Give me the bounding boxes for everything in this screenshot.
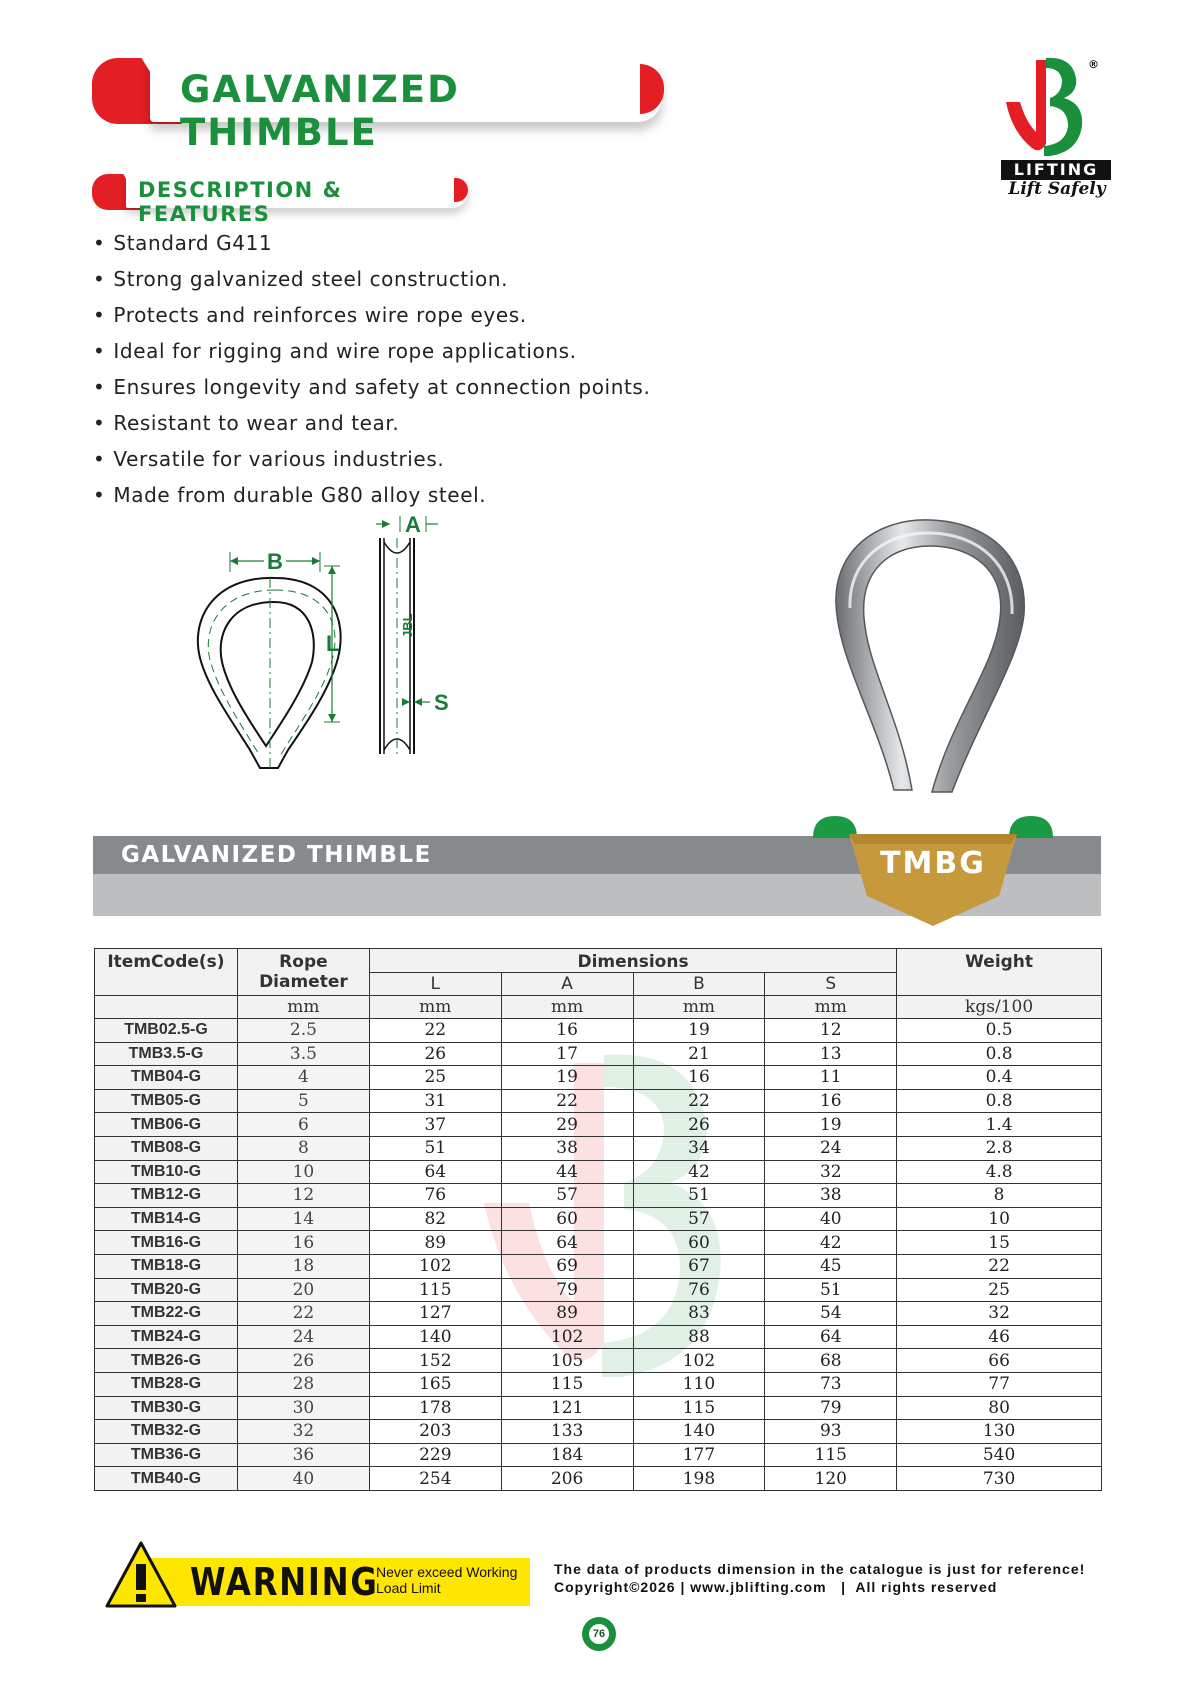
cell-weight: 80	[897, 1396, 1102, 1420]
cell-a: 57	[501, 1184, 633, 1208]
cell-b: 34	[633, 1136, 765, 1160]
page-number: 76	[587, 1622, 611, 1646]
cell-s: 79	[765, 1396, 897, 1420]
copyright-text: Copyright©2026 | www.jblifting.com | All rights reserved	[554, 1579, 998, 1595]
cell-weight: 4.8	[897, 1160, 1102, 1184]
cell-rope-diameter: 8	[237, 1136, 369, 1160]
header-s: S	[765, 973, 897, 996]
feature-item: • Versatile for various industries.	[93, 444, 650, 480]
cell-a: 184	[501, 1443, 633, 1467]
svg-text:®: ®	[1088, 58, 1099, 71]
table-row	[95, 1349, 1102, 1373]
warning-triangle-icon	[104, 1540, 178, 1612]
table-row	[95, 1443, 1102, 1467]
header-a: A	[501, 973, 633, 996]
brand-name: LIFTING	[1001, 160, 1111, 180]
cell-l: 254	[369, 1467, 501, 1491]
warning-note: Never exceed Working Load Limit	[376, 1564, 518, 1596]
cell-b: 60	[633, 1231, 765, 1255]
cell-a: 17	[501, 1042, 633, 1066]
feature-item: • Ensures longevity and safety at connection points.	[93, 372, 650, 408]
cell-weight: 22	[897, 1254, 1102, 1278]
cell-s: 24	[765, 1136, 897, 1160]
cell-s: 16	[765, 1089, 897, 1113]
table-row	[95, 1325, 1102, 1349]
header-dimensions: Dimensions	[369, 949, 896, 973]
cell-s: 32	[765, 1160, 897, 1184]
cell-b: 198	[633, 1467, 765, 1491]
product-band	[93, 836, 1101, 916]
cell-item-code: TMB40-G	[95, 1467, 238, 1491]
cell-item-code: TMB05-G	[95, 1089, 238, 1113]
product-code-badge	[813, 816, 1053, 932]
header-b: B	[633, 973, 765, 996]
cell-rope-diameter: 32	[237, 1420, 369, 1444]
table-row	[95, 1396, 1102, 1420]
cell-b: 19	[633, 1019, 765, 1043]
cell-rope-diameter: 12	[237, 1184, 369, 1208]
cell-l: 152	[369, 1349, 501, 1373]
table-row	[95, 1113, 1102, 1137]
cell-s: 19	[765, 1113, 897, 1137]
cell-item-code: TMB14-G	[95, 1207, 238, 1231]
cell-b: 102	[633, 1349, 765, 1373]
cell-b: 115	[633, 1396, 765, 1420]
cell-s: 51	[765, 1278, 897, 1302]
page-title: GALVANIZED THIMBLE	[180, 68, 460, 154]
cell-rope-diameter: 30	[237, 1396, 369, 1420]
cell-item-code: TMB08-G	[95, 1136, 238, 1160]
brand-logo	[1000, 52, 1112, 200]
cell-weight: 10	[897, 1207, 1102, 1231]
table-row	[95, 1207, 1102, 1231]
dimension-b-label: B	[267, 549, 283, 574]
cell-l: 229	[369, 1443, 501, 1467]
cell-s: 93	[765, 1420, 897, 1444]
header-l: L	[369, 973, 501, 996]
cell-rope-diameter: 6	[237, 1113, 369, 1137]
cell-s: 38	[765, 1184, 897, 1208]
header-item-code: ItemCode(s)	[95, 949, 238, 996]
cell-rope-diameter: 26	[237, 1349, 369, 1373]
cell-item-code: TMB06-G	[95, 1113, 238, 1137]
cell-b: 22	[633, 1089, 765, 1113]
table-row	[95, 1019, 1102, 1043]
header-unit-weight: kgs/100	[897, 996, 1102, 1019]
cell-a: 79	[501, 1278, 633, 1302]
cell-rope-diameter: 3.5	[237, 1042, 369, 1066]
table-row	[95, 1066, 1102, 1090]
cell-a: 29	[501, 1113, 633, 1137]
table-row	[95, 1467, 1102, 1491]
cell-s: 13	[765, 1042, 897, 1066]
cell-rope-diameter: 24	[237, 1325, 369, 1349]
cell-s: 11	[765, 1066, 897, 1090]
cell-b: 88	[633, 1325, 765, 1349]
cell-b: 42	[633, 1160, 765, 1184]
section-title: DESCRIPTION & FEATURES	[138, 178, 343, 226]
cell-b: 140	[633, 1420, 765, 1444]
cell-item-code: TMB20-G	[95, 1278, 238, 1302]
cell-s: 42	[765, 1231, 897, 1255]
cell-rope-diameter: 22	[237, 1302, 369, 1326]
cell-weight: 2.8	[897, 1136, 1102, 1160]
cell-rope-diameter: 28	[237, 1372, 369, 1396]
cell-rope-diameter: 4	[237, 1066, 369, 1090]
cell-rope-diameter: 5	[237, 1089, 369, 1113]
header-unit-l: mm	[369, 996, 501, 1019]
cell-item-code: TMB24-G	[95, 1325, 238, 1349]
cell-a: 60	[501, 1207, 633, 1231]
header-unit-blank	[95, 996, 238, 1019]
title-banner	[92, 56, 664, 154]
cell-s: 64	[765, 1325, 897, 1349]
cell-weight: 66	[897, 1349, 1102, 1373]
cell-rope-diameter: 40	[237, 1467, 369, 1491]
cell-weight: 540	[897, 1443, 1102, 1467]
cell-weight: 15	[897, 1231, 1102, 1255]
cell-l: 64	[369, 1160, 501, 1184]
cell-l: 82	[369, 1207, 501, 1231]
cell-item-code: TMB36-G	[95, 1443, 238, 1467]
table-row	[95, 1254, 1102, 1278]
cell-s: 12	[765, 1019, 897, 1043]
feature-item: • Protects and reinforces wire rope eyes.	[93, 300, 650, 336]
cell-l: 115	[369, 1278, 501, 1302]
cell-a: 133	[501, 1420, 633, 1444]
dimension-a-label: A	[405, 512, 421, 537]
header-unit-a: mm	[501, 996, 633, 1019]
cell-a: 64	[501, 1231, 633, 1255]
table-row	[95, 1136, 1102, 1160]
cell-weight: 130	[897, 1420, 1102, 1444]
feature-item: • Standard G411	[93, 228, 650, 264]
cell-l: 31	[369, 1089, 501, 1113]
header-unit-s: mm	[765, 996, 897, 1019]
cell-a: 69	[501, 1254, 633, 1278]
warning-word: WARNING	[190, 1560, 379, 1604]
cell-b: 57	[633, 1207, 765, 1231]
product-code: TMBG	[880, 846, 986, 881]
features-list	[93, 228, 650, 516]
table-row	[95, 1160, 1102, 1184]
cell-b: 16	[633, 1066, 765, 1090]
cell-item-code: TMB28-G	[95, 1372, 238, 1396]
feature-item: • Resistant to wear and tear.	[93, 408, 650, 444]
cell-a: 206	[501, 1467, 633, 1491]
cell-item-code: TMB3.5-G	[95, 1042, 238, 1066]
cell-item-code: TMB22-G	[95, 1302, 238, 1326]
cell-s: 68	[765, 1349, 897, 1373]
cell-s: 73	[765, 1372, 897, 1396]
cell-rope-diameter: 18	[237, 1254, 369, 1278]
page-number-badge	[582, 1617, 616, 1651]
table-row	[95, 1089, 1102, 1113]
cell-l: 51	[369, 1136, 501, 1160]
cell-l: 37	[369, 1113, 501, 1137]
cell-item-code: TMB04-G	[95, 1066, 238, 1090]
cell-rope-diameter: 36	[237, 1443, 369, 1467]
cell-item-code: TMB10-G	[95, 1160, 238, 1184]
thimble-diagram	[180, 512, 500, 818]
cell-l: 25	[369, 1066, 501, 1090]
header-unit-rope: mm	[237, 996, 369, 1019]
cell-s: 120	[765, 1467, 897, 1491]
cell-rope-diameter: 14	[237, 1207, 369, 1231]
table-row	[95, 1420, 1102, 1444]
cell-l: 178	[369, 1396, 501, 1420]
cell-weight: 8	[897, 1184, 1102, 1208]
cell-weight: 730	[897, 1467, 1102, 1491]
cell-weight: 32	[897, 1302, 1102, 1326]
dimension-s-label: S	[434, 690, 449, 715]
cell-weight: 77	[897, 1372, 1102, 1396]
spec-table	[94, 948, 1102, 1491]
cell-l: 76	[369, 1184, 501, 1208]
cell-a: 89	[501, 1302, 633, 1326]
cell-b: 26	[633, 1113, 765, 1137]
table-row	[95, 1042, 1102, 1066]
feature-item: • Ideal for rigging and wire rope applications.	[93, 336, 650, 372]
cell-rope-diameter: 16	[237, 1231, 369, 1255]
spec-table-container	[94, 948, 1102, 1491]
cell-s: 54	[765, 1302, 897, 1326]
cell-b: 51	[633, 1184, 765, 1208]
cell-weight: 0.8	[897, 1089, 1102, 1113]
cell-rope-diameter: 20	[237, 1278, 369, 1302]
cell-s: 115	[765, 1443, 897, 1467]
spec-table-body	[95, 1019, 1102, 1491]
dimension-l-label: L	[326, 631, 340, 656]
brand-tagline: Lift Safely	[1008, 179, 1106, 199]
header-rope-diameter: Rope Diameter	[237, 949, 369, 996]
cell-weight: 0.8	[897, 1042, 1102, 1066]
cell-b: 177	[633, 1443, 765, 1467]
cell-a: 102	[501, 1325, 633, 1349]
cell-l: 203	[369, 1420, 501, 1444]
cell-l: 165	[369, 1372, 501, 1396]
cell-a: 115	[501, 1372, 633, 1396]
cell-b: 83	[633, 1302, 765, 1326]
feature-item: • Made from durable G80 alloy steel.	[93, 480, 650, 516]
cell-item-code: TMB18-G	[95, 1254, 238, 1278]
table-row	[95, 1372, 1102, 1396]
cell-a: 38	[501, 1136, 633, 1160]
warning-banner	[104, 1540, 530, 1612]
thimble-photo	[820, 508, 1040, 798]
cell-item-code: TMB16-G	[95, 1231, 238, 1255]
cell-b: 21	[633, 1042, 765, 1066]
cell-l: 127	[369, 1302, 501, 1326]
cell-a: 19	[501, 1066, 633, 1090]
cell-a: 44	[501, 1160, 633, 1184]
cell-weight: 1.4	[897, 1113, 1102, 1137]
cell-l: 26	[369, 1042, 501, 1066]
footer-note	[554, 1560, 1085, 1596]
cell-b: 67	[633, 1254, 765, 1278]
cell-item-code: TMB12-G	[95, 1184, 238, 1208]
side-view-text: JBL	[400, 613, 415, 638]
cell-s: 40	[765, 1207, 897, 1231]
cell-b: 110	[633, 1372, 765, 1396]
cell-l: 102	[369, 1254, 501, 1278]
cell-weight: 46	[897, 1325, 1102, 1349]
cell-item-code: TMB02.5-G	[95, 1019, 238, 1043]
cell-weight: 0.4	[897, 1066, 1102, 1090]
header-unit-b: mm	[633, 996, 765, 1019]
cell-weight: 25	[897, 1278, 1102, 1302]
cell-rope-diameter: 2.5	[237, 1019, 369, 1043]
table-row	[95, 1302, 1102, 1326]
cell-b: 76	[633, 1278, 765, 1302]
table-row	[95, 1231, 1102, 1255]
cell-a: 16	[501, 1019, 633, 1043]
table-row	[95, 1278, 1102, 1302]
section-banner	[92, 172, 482, 226]
cell-item-code: TMB30-G	[95, 1396, 238, 1420]
cell-a: 121	[501, 1396, 633, 1420]
cell-item-code: TMB26-G	[95, 1349, 238, 1373]
jb-logo-mark-icon	[1000, 52, 1112, 162]
cell-l: 22	[369, 1019, 501, 1043]
header-weight: Weight	[897, 949, 1102, 996]
cell-s: 45	[765, 1254, 897, 1278]
cell-a: 105	[501, 1349, 633, 1373]
disclaimer-text: The data of products dimension in the catalogue is just for reference!	[554, 1561, 1086, 1577]
cell-weight: 0.5	[897, 1019, 1102, 1043]
cell-l: 140	[369, 1325, 501, 1349]
table-row	[95, 1184, 1102, 1208]
feature-item: • Strong galvanized steel construction.	[93, 264, 650, 300]
cell-l: 89	[369, 1231, 501, 1255]
cell-rope-diameter: 10	[237, 1160, 369, 1184]
product-band-title: GALVANIZED THIMBLE	[121, 842, 432, 868]
cell-a: 22	[501, 1089, 633, 1113]
cell-item-code: TMB32-G	[95, 1420, 238, 1444]
